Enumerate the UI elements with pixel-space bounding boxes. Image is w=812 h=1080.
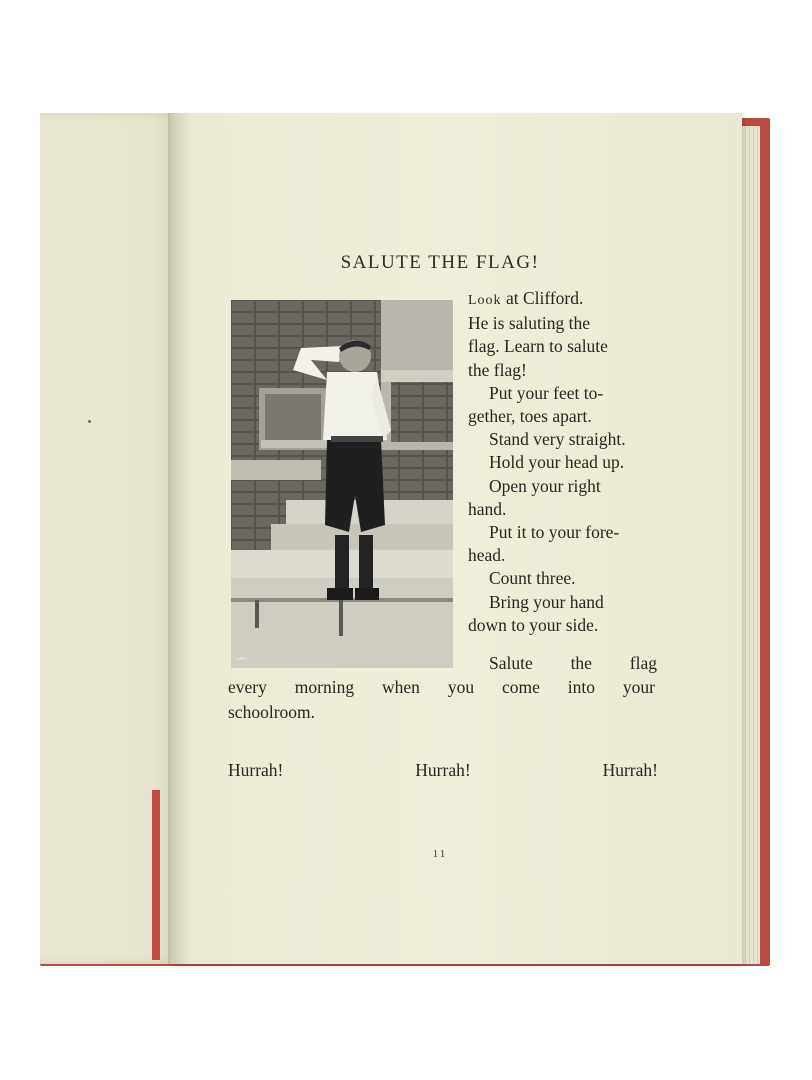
word: Salute <box>489 653 533 673</box>
text-line: Open your right <box>489 475 601 496</box>
text-line-rest: at Clifford. <box>501 288 584 308</box>
boy-saluting-photo <box>231 300 453 668</box>
text-line: flag. Learn to salute <box>468 336 608 357</box>
gutter-shadow <box>168 113 190 964</box>
text-line: the flag! <box>468 359 527 380</box>
paper-speck <box>88 420 91 423</box>
word: you <box>447 677 475 697</box>
text-line: Put it to your fore- <box>489 522 620 543</box>
page-title: SALUTE THE FLAG! <box>340 252 540 273</box>
svg-text:~•~: ~•~ <box>235 654 248 664</box>
hurrah-text: Hurrah! <box>415 760 471 780</box>
text-line <box>468 287 648 312</box>
text-line: He is saluting the <box>468 313 590 334</box>
text-line: gether, toes apart. <box>468 406 592 427</box>
closing-line-3: schoolroom. <box>228 702 316 722</box>
text-line: down to your side. <box>468 614 599 635</box>
text-line: head. <box>468 545 506 566</box>
hurrah-text: Hurrah! <box>602 760 658 780</box>
torn-page-edge <box>152 790 160 960</box>
text-line: Bring your hand <box>489 591 604 612</box>
hurrah-row <box>228 760 658 781</box>
text-line: hand. <box>468 498 507 519</box>
word: come <box>501 677 540 697</box>
text-line: Stand very straight. <box>489 429 626 450</box>
text-line: Hold your head up. <box>489 452 625 473</box>
closing-line-2 <box>228 677 655 698</box>
word: into <box>567 677 596 697</box>
closing-line-1 <box>489 653 657 674</box>
text-line: Count three. <box>489 568 576 589</box>
word: the <box>570 653 592 673</box>
page-number: 11 <box>432 848 448 860</box>
word: every <box>228 677 267 697</box>
small-caps-word: Look <box>468 293 502 308</box>
hurrah-text: Hurrah! <box>228 760 284 780</box>
word: flag <box>629 653 657 673</box>
photo-illustration <box>231 300 453 668</box>
word: morning <box>294 677 355 697</box>
word: when <box>382 677 420 697</box>
word: your <box>622 677 655 697</box>
body-text-column <box>468 287 648 637</box>
text-line: Put your feet to- <box>489 382 604 403</box>
